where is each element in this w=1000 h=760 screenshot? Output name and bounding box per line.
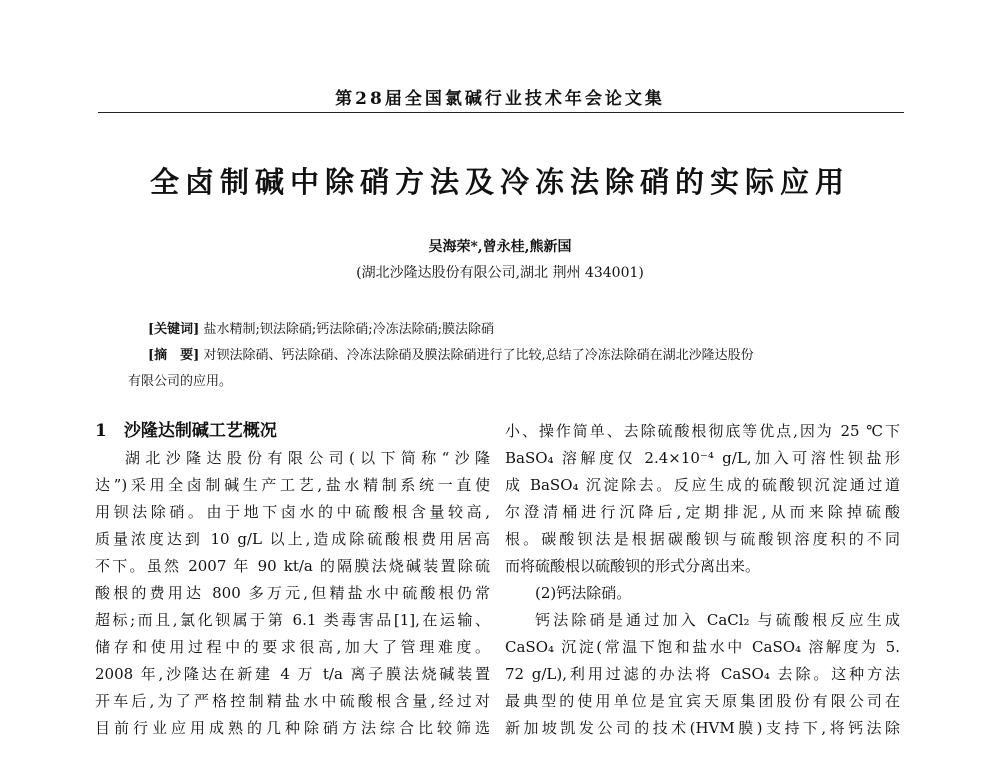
running-header: 第28届全国氯碱行业技术年会论文集 xyxy=(335,89,665,109)
text-line: 成 BaSO₄ 沉淀除去。反应生成的硫酸钡沉淀通过道 xyxy=(505,476,900,494)
keywords xyxy=(148,318,494,337)
keywords-text: 盐水精制;钡法除硝;钙法除硝;冷冻法除硝;膜法除硝 xyxy=(203,322,494,337)
keywords-label: [关键词] xyxy=(148,322,200,337)
authors: 吴海荣*,曾永桂,熊新国 xyxy=(428,239,572,255)
abstract-text: 对钡法除硝、钙法除硝、冷冻法除硝及膜法除硝进行了比较,总结了冷冻法除硝在湖北沙隆达股份 xyxy=(203,348,754,363)
text-line: 尔澄清桶进行沉降后,定期排泥,从而来除掉硫酸 xyxy=(505,503,900,521)
section-heading: 1 沙隆达制碱工艺概况 xyxy=(95,421,277,441)
text-line: 超标;而且,氯化钡属于第 6.1 类毒害品[1],在运输、 xyxy=(95,611,490,629)
text-line: 新加坡凯发公司的技术(HVM膜)支持下,将钙法除 xyxy=(505,719,900,737)
text-line: 开车后,为了严格控制精盐水中硫酸根含量,经过对 xyxy=(95,692,490,710)
abstract-line-1 xyxy=(148,344,754,363)
text-line: 钙法除硝是通过加入 CaCl₂ 与硫酸根反应生成 xyxy=(535,611,900,629)
text-line: 达”)采用全卤制碱生产工艺,盐水精制系统一直使 xyxy=(95,476,490,494)
text-line: 而将硫酸根以硫酸钡的形式分离出来。 xyxy=(505,557,761,575)
text-line: BaSO₄ 溶解度仅 2.4×10⁻⁴ g/L,加入可溶性钡盐形 xyxy=(505,449,900,467)
text-line: 湖北沙隆达股份有限公司(以下简称“沙隆 xyxy=(125,449,490,467)
header-rule xyxy=(98,112,904,113)
text-line: 质量浓度达到 10 g/L 以上,造成除硫酸根费用居高 xyxy=(95,530,490,548)
affiliation: (湖北沙隆达股份有限公司,湖北 荆州 434001) xyxy=(356,265,644,281)
text-line: 不下。虽然 2007 年 90 kt/a 的隔膜法烧碱装置除硫 xyxy=(95,557,490,575)
text-line: (2)钙法除硝。 xyxy=(535,584,632,602)
abstract-label: [摘 要] xyxy=(148,348,200,363)
abstract-line-2: 有限公司的应用。 xyxy=(128,374,233,389)
text-line: 72 g/L),利用过滤的办法将 CaSO₄ 去除。这种方法 xyxy=(505,665,900,683)
text-line: 最典型的使用单位是宜宾天原集团股份有限公司在 xyxy=(505,692,900,710)
paper-title: 全卤制碱中除硝方法及冷冻法除硝的实际应用 xyxy=(149,165,850,199)
text-line: 储存和使用过程中的要求很高,加大了管理难度。 xyxy=(95,638,490,656)
text-line: 酸根的费用达 800 多万元,但精盐水中硫酸根仍常 xyxy=(95,584,490,602)
text-line: 2008 年,沙隆达在新建 4 万 t/a 离子膜法烧碱装置 xyxy=(95,665,490,683)
text-line: CaSO₄ 沉淀(常温下饱和盐水中 CaSO₄ 溶解度为 5. xyxy=(505,638,900,656)
right-column xyxy=(505,418,900,742)
text-line: 目前行业应用成熟的几种除硝方法综合比较筛选 xyxy=(95,719,490,737)
left-column xyxy=(95,418,490,742)
text-line: 小、操作简单、去除硫酸根彻底等优点,因为 25 ℃下 xyxy=(505,422,900,440)
text-line: 根。碳酸钡法是根据碳酸钡与硫酸钡溶度积的不同 xyxy=(505,530,900,548)
text-line: 用钡法除硝。由于地下卤水的中硫酸根含量较高, xyxy=(95,503,490,521)
